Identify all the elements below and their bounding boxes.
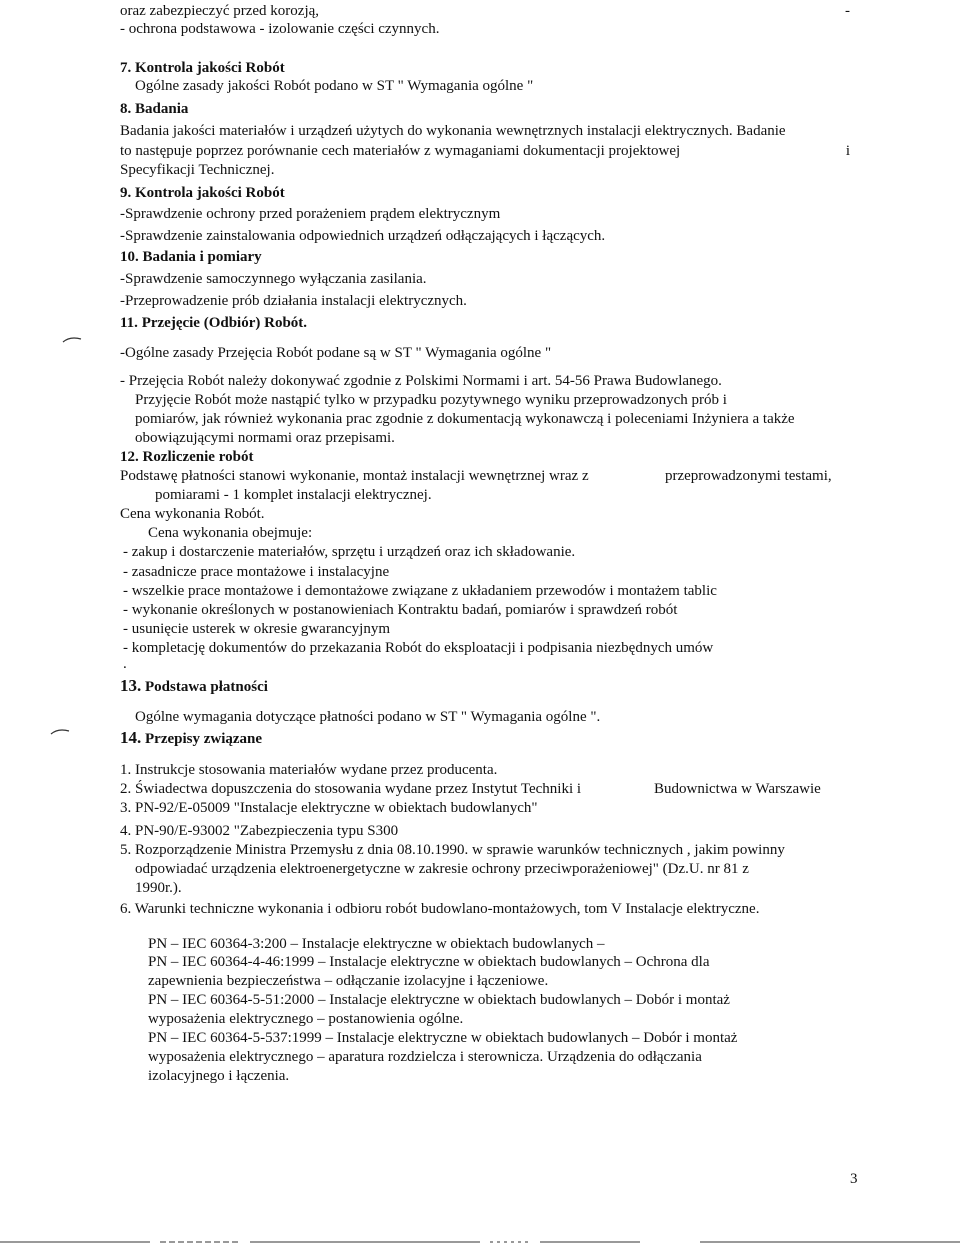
reference-item: odpowiadać urządzenia elektroenergetyczne w zakresie ochrony przeciwporażeniowej" (Dz.U. nr 81 z [135,861,749,877]
reference-item: 5. Rozporządzenie Ministra Przemysłu z dnia 08.10.1990. w sprawie warunków technicznych , jakim powinny [120,842,785,858]
section-13-heading: 13. Podstawa płatności [120,676,268,695]
norm-item: wyposażenia elektrycznego – postanowienia ogólne. [148,1011,464,1027]
reference-item: 1. Instrukcje stosowania materiałów wydane przez producenta. [120,762,498,778]
norm-item: zapewnienia bezpieczeństwa – odłączanie izolacyjne i łączeniowe. [148,973,549,989]
reference-item: Budownictwa w Warszawie [654,781,821,797]
margin-mark [50,728,70,736]
norm-item: PN – IEC 60364-3:200 – Instalacje elektryczne w obiektach budowlanych – [148,936,605,952]
norm-item: PN – IEC 60364-5-51:2000 – Instalacje elektryczne w obiektach budowlanych – Dobór i montaż [148,992,730,1008]
reference-item: 6. Warunki techniczne wykonania i odbioru robót budowlano-montażowych, tom V Instalacje elektryczne. [120,901,760,917]
margin-mark [62,336,82,344]
section-13-text: Ogólne wymagania dotyczące płatności podano w ST " Wymagania ogólne ". [135,709,601,725]
section-12-item: - wszelkie prace montażowe i demontażowe związane z układaniem przewodów i montażem tablic [123,583,717,599]
section-7-text: Ogólne zasady jakości Robót podano w ST " Wymagania ogólne " [135,78,534,94]
section-11-text: Przyjęcie Robót może nastąpić tylko w przypadku pozytywnego wyniku przeprowadzonych prób i [135,392,727,408]
section-9-item: -Sprawdzenie zainstalowania odpowiednich urządzeń odłączających i łączących. [120,228,606,244]
section-12-text: Cena wykonania obejmuje: [148,525,313,541]
reference-item: 2. Świadectwa dopuszczenia do stosowania wydane przez Instytut Techniki i [120,781,582,797]
section-12-item: - usunięcie usterek w okresie gwarancyjnym [123,621,390,637]
section-12-heading: 12. Rozliczenie robót [120,449,254,465]
reference-item: 4. PN-90/E-93002 "Zabezpieczenia typu S300 [120,823,399,839]
norm-item: PN – IEC 60364-4-46:1999 – Instalacje elektryczne w obiektach budowlanych – Ochrona dla [148,954,710,970]
section-8-text: Badania jakości materiałów i urządzeń użytych do wykonania wewnętrznych instalacji elektrycznych. Badanie [120,123,786,139]
section-12-item: - zasadnicze prace montażowe i instalacyjne [123,564,390,580]
reference-item: 1990r.). [135,880,182,896]
section-12-text: Podstawę płatności stanowi wykonanie, montaż instalacji wewnętrznej wraz z [120,468,589,484]
section-9-item: -Sprawdzenie ochrony przed porażeniem prądem elektrycznym [120,206,501,222]
section-9-heading: 9. Kontrola jakości Robót [120,185,285,201]
text-line: - ochrona podstawowa - izolowanie części czynnych. [120,21,440,37]
section-10-item: -Przeprowadzenie prób działania instalacji elektrycznych. [120,293,467,309]
section-11-item: -Ogólne zasady Przejęcia Robót podane są w ST " Wymagania ogólne " [120,345,552,361]
page-number: 3 [850,1171,858,1187]
section-12-text: pomiarami - 1 komplet instalacji elektrycznej. [155,487,432,503]
section-12-text: Cena wykonania Robót. [120,506,265,522]
section-8-text: to następuje poprzez porównanie cech materiałów z wymaganiami dokumentacji projektowej i [120,143,850,159]
stray-dot: . [123,656,127,672]
section-12-item: - wykonanie określonych w postanowieniach Kontraktu badań, pomiarów i sprawdzeń robót [123,602,678,618]
section-12-item: - zakup i dostarczenie materiałów, sprzętu i urządzeń oraz ich składowanie. [123,544,576,560]
section-8-heading: 8. Badania [120,101,189,117]
section-11-text: pomiarów, jak również wykonania prac zgodnie z dokumentacją wykonawczą i poleceniami Inżyniera a także [135,411,795,427]
norm-item: PN – IEC 60364-5-537:1999 – Instalacje elektryczne w obiektach budowlanych – Dobór i montaż [148,1030,738,1046]
margin-dash: - [845,3,850,19]
section-11-text: obowiązującymi normami oraz przepisami. [135,430,395,446]
section-10-item: -Sprawdzenie samoczynnego wyłączania zasilania. [120,271,427,287]
section-12-text: przeprowadzonymi testami, [665,468,832,484]
section-8-text: Specyfikacji Technicznej. [120,162,275,178]
reference-item: 3. PN-92/E-05009 "Instalacje elektryczne w obiektach budowlanych" [120,800,538,816]
section-11-item: - Przejęcia Robót należy dokonywać zgodnie z Polskimi Normami i art. 54-56 Prawa Budowlanego. [120,373,722,389]
section-7-heading: 7. Kontrola jakości Robót [120,60,285,76]
norm-item: izolacyjnego i łączenia. [148,1068,290,1084]
text-line: oraz zabezpieczyć przed korozją, [120,3,320,19]
section-14-heading: 14. Przepisy związane [120,728,263,747]
bottom-scan-line [0,1240,960,1244]
norm-item: wyposażenia elektrycznego – aparatura rozdzielcza i sterownicza. Urządzenia do odłączania [148,1049,702,1065]
section-10-heading: 10. Badania i pomiary [120,249,262,265]
section-11-heading: 11. Przejęcie (Odbiór) Robót. [120,315,308,331]
section-12-item: - kompletację dokumentów do przekazania Robót do eksploatacji i podpisania niezbędnych umów [123,640,714,656]
